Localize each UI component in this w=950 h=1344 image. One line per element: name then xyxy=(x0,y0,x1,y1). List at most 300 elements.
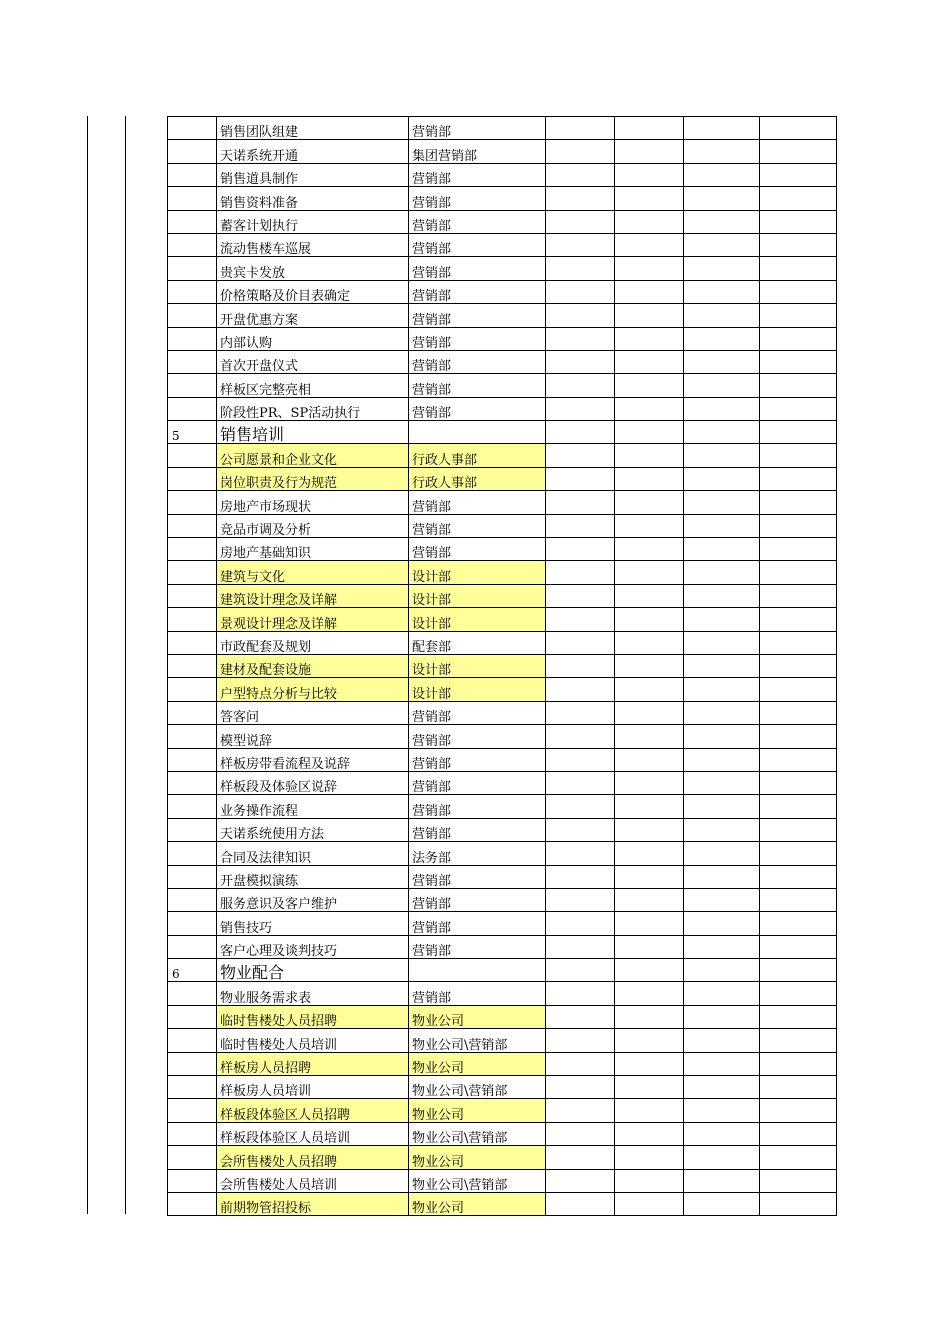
empty-cell[interactable] xyxy=(684,678,760,701)
empty-cell[interactable] xyxy=(684,210,760,233)
department-cell[interactable]: 物业公司 xyxy=(409,1005,546,1028)
department-cell[interactable]: 营销部 xyxy=(409,280,546,303)
empty-cell[interactable] xyxy=(615,233,684,256)
task-item-cell[interactable]: 销售道具制作 xyxy=(217,163,409,186)
task-item-cell[interactable]: 临时售楼处人员招聘 xyxy=(217,1005,409,1028)
task-item-cell[interactable]: 建筑与文化 xyxy=(217,561,409,584)
task-item-cell[interactable]: 建材及配套设施 xyxy=(217,654,409,677)
empty-cell[interactable] xyxy=(684,350,760,373)
empty-cell[interactable] xyxy=(546,117,615,140)
department-cell[interactable]: 物业公司\营销部 xyxy=(409,1169,546,1192)
department-cell[interactable]: 营销部 xyxy=(409,233,546,256)
task-item-cell[interactable]: 样板房人员招聘 xyxy=(217,1052,409,1075)
empty-cell[interactable] xyxy=(615,538,684,561)
empty-cell[interactable] xyxy=(684,654,760,677)
empty-cell[interactable] xyxy=(684,467,760,490)
department-cell[interactable]: 行政人事部 xyxy=(409,467,546,490)
empty-cell[interactable] xyxy=(615,1122,684,1145)
empty-cell[interactable] xyxy=(615,444,684,467)
task-item-cell[interactable]: 物业服务需求表 xyxy=(217,982,409,1005)
empty-cell[interactable] xyxy=(615,187,684,210)
empty-cell[interactable] xyxy=(684,959,760,982)
task-item-cell[interactable]: 建筑设计理念及详解 xyxy=(217,584,409,607)
empty-cell[interactable] xyxy=(684,397,760,420)
empty-cell[interactable] xyxy=(546,491,615,514)
department-cell[interactable]: 营销部 xyxy=(409,397,546,420)
row-number-cell[interactable] xyxy=(168,467,217,490)
department-cell[interactable]: 营销部 xyxy=(409,748,546,771)
empty-cell[interactable] xyxy=(760,210,837,233)
task-item-cell[interactable]: 房地产市场现状 xyxy=(217,491,409,514)
empty-cell[interactable] xyxy=(684,608,760,631)
empty-cell[interactable] xyxy=(615,678,684,701)
row-number-cell[interactable] xyxy=(168,912,217,935)
empty-cell[interactable] xyxy=(760,631,837,654)
task-item-cell[interactable]: 销售团队组建 xyxy=(217,117,409,140)
task-item-cell[interactable]: 会所售楼处人员招聘 xyxy=(217,1146,409,1169)
department-cell[interactable]: 营销部 xyxy=(409,304,546,327)
task-item-cell[interactable]: 样板区完整亮相 xyxy=(217,374,409,397)
empty-cell[interactable] xyxy=(546,187,615,210)
empty-cell[interactable] xyxy=(760,163,837,186)
empty-cell[interactable] xyxy=(615,117,684,140)
department-cell[interactable]: 营销部 xyxy=(409,187,546,210)
empty-cell[interactable] xyxy=(684,327,760,350)
row-number-cell[interactable] xyxy=(168,1076,217,1099)
row-number-cell[interactable] xyxy=(168,233,217,256)
empty-cell[interactable] xyxy=(546,1052,615,1075)
empty-cell[interactable] xyxy=(615,1029,684,1052)
empty-cell[interactable] xyxy=(760,117,837,140)
row-number-cell[interactable] xyxy=(168,117,217,140)
empty-cell[interactable] xyxy=(546,374,615,397)
department-cell[interactable]: 营销部 xyxy=(409,491,546,514)
empty-cell[interactable] xyxy=(684,1192,760,1215)
task-item-cell[interactable]: 天诺系统开通 xyxy=(217,140,409,163)
row-number-cell[interactable] xyxy=(168,163,217,186)
empty-cell[interactable] xyxy=(546,818,615,841)
row-number-cell[interactable] xyxy=(168,397,217,420)
task-item-cell[interactable]: 公司愿景和企业文化 xyxy=(217,444,409,467)
empty-cell[interactable] xyxy=(684,771,760,794)
empty-cell[interactable] xyxy=(615,1052,684,1075)
empty-cell[interactable] xyxy=(684,1029,760,1052)
empty-cell[interactable] xyxy=(546,771,615,794)
empty-cell[interactable] xyxy=(546,959,615,982)
empty-cell[interactable] xyxy=(760,350,837,373)
row-number-cell[interactable] xyxy=(168,888,217,911)
department-cell[interactable]: 营销部 xyxy=(409,210,546,233)
empty-cell[interactable] xyxy=(760,514,837,537)
row-number-cell[interactable] xyxy=(168,1122,217,1145)
empty-cell[interactable] xyxy=(684,842,760,865)
row-number-cell[interactable] xyxy=(168,1192,217,1215)
empty-cell[interactable] xyxy=(546,865,615,888)
empty-cell[interactable] xyxy=(615,631,684,654)
task-item-cell[interactable]: 样板房人员培训 xyxy=(217,1076,409,1099)
department-cell[interactable]: 物业公司 xyxy=(409,1099,546,1122)
empty-cell[interactable] xyxy=(615,1192,684,1215)
task-item-cell[interactable]: 样板段体验区人员招聘 xyxy=(217,1099,409,1122)
empty-cell[interactable] xyxy=(546,678,615,701)
department-cell[interactable]: 物业公司\营销部 xyxy=(409,1029,546,1052)
row-number-cell[interactable]: 6 xyxy=(168,959,217,982)
row-number-cell[interactable] xyxy=(168,818,217,841)
empty-cell[interactable] xyxy=(615,421,684,444)
empty-cell[interactable] xyxy=(760,912,837,935)
department-cell[interactable]: 营销部 xyxy=(409,982,546,1005)
empty-cell[interactable] xyxy=(760,374,837,397)
department-cell[interactable]: 营销部 xyxy=(409,327,546,350)
empty-cell[interactable] xyxy=(684,421,760,444)
department-cell[interactable]: 营销部 xyxy=(409,865,546,888)
task-item-cell[interactable]: 样板房带看流程及说辞 xyxy=(217,748,409,771)
empty-cell[interactable] xyxy=(684,374,760,397)
department-cell[interactable]: 营销部 xyxy=(409,771,546,794)
empty-cell[interactable] xyxy=(546,1146,615,1169)
empty-cell[interactable] xyxy=(760,725,837,748)
empty-cell[interactable] xyxy=(546,1122,615,1145)
empty-cell[interactable] xyxy=(546,912,615,935)
empty-cell[interactable] xyxy=(760,865,837,888)
empty-cell[interactable] xyxy=(684,561,760,584)
empty-cell[interactable] xyxy=(760,959,837,982)
empty-cell[interactable] xyxy=(684,280,760,303)
empty-cell[interactable] xyxy=(760,327,837,350)
section-title-cell[interactable]: 物业配合 xyxy=(217,959,409,982)
empty-cell[interactable] xyxy=(684,257,760,280)
row-number-cell[interactable] xyxy=(168,1099,217,1122)
row-number-cell[interactable] xyxy=(168,725,217,748)
task-item-cell[interactable]: 临时售楼处人员培训 xyxy=(217,1029,409,1052)
empty-cell[interactable] xyxy=(546,795,615,818)
empty-cell[interactable] xyxy=(546,748,615,771)
empty-cell[interactable] xyxy=(760,1122,837,1145)
department-cell[interactable]: 集团营销部 xyxy=(409,140,546,163)
empty-cell[interactable] xyxy=(546,467,615,490)
empty-cell[interactable] xyxy=(615,1099,684,1122)
row-number-cell[interactable] xyxy=(168,350,217,373)
row-number-cell[interactable] xyxy=(168,1029,217,1052)
empty-cell[interactable] xyxy=(760,935,837,958)
empty-cell[interactable] xyxy=(760,608,837,631)
empty-cell[interactable] xyxy=(546,631,615,654)
department-cell[interactable]: 设计部 xyxy=(409,608,546,631)
task-item-cell[interactable]: 合同及法律知识 xyxy=(217,842,409,865)
empty-cell[interactable] xyxy=(615,959,684,982)
task-item-cell[interactable]: 景观设计理念及详解 xyxy=(217,608,409,631)
empty-cell[interactable] xyxy=(615,1076,684,1099)
empty-cell[interactable] xyxy=(615,374,684,397)
empty-cell[interactable] xyxy=(760,304,837,327)
empty-cell[interactable] xyxy=(615,912,684,935)
row-number-cell[interactable] xyxy=(168,327,217,350)
task-item-cell[interactable]: 流动售楼车巡展 xyxy=(217,233,409,256)
task-item-cell[interactable]: 价格策略及价目表确定 xyxy=(217,280,409,303)
empty-cell[interactable] xyxy=(760,818,837,841)
empty-cell[interactable] xyxy=(546,538,615,561)
empty-cell[interactable] xyxy=(760,701,837,724)
empty-cell[interactable] xyxy=(546,257,615,280)
empty-cell[interactable] xyxy=(684,1052,760,1075)
empty-cell[interactable] xyxy=(684,865,760,888)
row-number-cell[interactable] xyxy=(168,280,217,303)
task-item-cell[interactable]: 开盘优惠方案 xyxy=(217,304,409,327)
task-item-cell[interactable]: 市政配套及规划 xyxy=(217,631,409,654)
department-cell[interactable]: 配套部 xyxy=(409,631,546,654)
empty-cell[interactable] xyxy=(615,842,684,865)
empty-cell[interactable] xyxy=(684,514,760,537)
department-cell[interactable] xyxy=(409,421,546,444)
empty-cell[interactable] xyxy=(546,327,615,350)
department-cell[interactable]: 营销部 xyxy=(409,701,546,724)
empty-cell[interactable] xyxy=(684,631,760,654)
empty-cell[interactable] xyxy=(684,888,760,911)
empty-cell[interactable] xyxy=(546,163,615,186)
row-number-cell[interactable] xyxy=(168,1146,217,1169)
task-item-cell[interactable]: 内部认购 xyxy=(217,327,409,350)
department-cell[interactable]: 营销部 xyxy=(409,374,546,397)
row-number-cell[interactable] xyxy=(168,514,217,537)
empty-cell[interactable] xyxy=(684,725,760,748)
empty-cell[interactable] xyxy=(546,280,615,303)
empty-cell[interactable] xyxy=(760,397,837,420)
task-item-cell[interactable]: 户型特点分析与比较 xyxy=(217,678,409,701)
empty-cell[interactable] xyxy=(684,912,760,935)
task-item-cell[interactable]: 天诺系统使用方法 xyxy=(217,818,409,841)
empty-cell[interactable] xyxy=(546,1099,615,1122)
task-item-cell[interactable]: 销售资料准备 xyxy=(217,187,409,210)
task-item-cell[interactable]: 样板段及体验区说辞 xyxy=(217,771,409,794)
empty-cell[interactable] xyxy=(684,304,760,327)
task-item-cell[interactable]: 首次开盘仪式 xyxy=(217,350,409,373)
empty-cell[interactable] xyxy=(684,233,760,256)
empty-cell[interactable] xyxy=(760,140,837,163)
row-number-cell[interactable] xyxy=(168,538,217,561)
empty-cell[interactable] xyxy=(684,538,760,561)
empty-cell[interactable] xyxy=(760,233,837,256)
empty-cell[interactable] xyxy=(615,654,684,677)
empty-cell[interactable] xyxy=(760,491,837,514)
department-cell[interactable]: 营销部 xyxy=(409,795,546,818)
empty-cell[interactable] xyxy=(546,888,615,911)
empty-cell[interactable] xyxy=(615,818,684,841)
department-cell[interactable]: 物业公司\营销部 xyxy=(409,1122,546,1145)
department-cell[interactable]: 营销部 xyxy=(409,725,546,748)
empty-cell[interactable] xyxy=(760,748,837,771)
row-number-cell[interactable] xyxy=(168,491,217,514)
row-number-cell[interactable]: 5 xyxy=(168,421,217,444)
empty-cell[interactable] xyxy=(546,514,615,537)
empty-cell[interactable] xyxy=(615,397,684,420)
empty-cell[interactable] xyxy=(615,1169,684,1192)
empty-cell[interactable] xyxy=(546,561,615,584)
task-item-cell[interactable]: 模型说辞 xyxy=(217,725,409,748)
empty-cell[interactable] xyxy=(546,935,615,958)
empty-cell[interactable] xyxy=(615,491,684,514)
row-number-cell[interactable] xyxy=(168,842,217,865)
empty-cell[interactable] xyxy=(684,701,760,724)
empty-cell[interactable] xyxy=(684,140,760,163)
row-number-cell[interactable] xyxy=(168,187,217,210)
department-cell[interactable]: 营销部 xyxy=(409,257,546,280)
row-number-cell[interactable] xyxy=(168,1052,217,1075)
empty-cell[interactable] xyxy=(546,1029,615,1052)
department-cell[interactable]: 物业公司 xyxy=(409,1192,546,1215)
empty-cell[interactable] xyxy=(546,701,615,724)
empty-cell[interactable] xyxy=(546,1169,615,1192)
department-cell[interactable]: 营销部 xyxy=(409,117,546,140)
empty-cell[interactable] xyxy=(684,1169,760,1192)
empty-cell[interactable] xyxy=(615,514,684,537)
task-item-cell[interactable]: 前期物管招投标 xyxy=(217,1192,409,1215)
empty-cell[interactable] xyxy=(684,187,760,210)
empty-cell[interactable] xyxy=(760,1169,837,1192)
empty-cell[interactable] xyxy=(684,444,760,467)
department-cell[interactable] xyxy=(409,959,546,982)
department-cell[interactable]: 行政人事部 xyxy=(409,444,546,467)
empty-cell[interactable] xyxy=(615,935,684,958)
department-cell[interactable]: 设计部 xyxy=(409,584,546,607)
empty-cell[interactable] xyxy=(615,1146,684,1169)
empty-cell[interactable] xyxy=(760,584,837,607)
empty-cell[interactable] xyxy=(546,210,615,233)
row-number-cell[interactable] xyxy=(168,444,217,467)
empty-cell[interactable] xyxy=(615,701,684,724)
row-number-cell[interactable] xyxy=(168,1005,217,1028)
empty-cell[interactable] xyxy=(546,654,615,677)
empty-cell[interactable] xyxy=(684,163,760,186)
department-cell[interactable]: 营销部 xyxy=(409,538,546,561)
empty-cell[interactable] xyxy=(760,842,837,865)
empty-cell[interactable] xyxy=(760,467,837,490)
empty-cell[interactable] xyxy=(615,608,684,631)
empty-cell[interactable] xyxy=(546,350,615,373)
empty-cell[interactable] xyxy=(760,1192,837,1215)
empty-cell[interactable] xyxy=(684,818,760,841)
department-cell[interactable]: 营销部 xyxy=(409,350,546,373)
row-number-cell[interactable] xyxy=(168,701,217,724)
row-number-cell[interactable] xyxy=(168,140,217,163)
task-item-cell[interactable]: 客户心理及谈判技巧 xyxy=(217,935,409,958)
department-cell[interactable]: 设计部 xyxy=(409,654,546,677)
department-cell[interactable]: 营销部 xyxy=(409,935,546,958)
department-cell[interactable]: 营销部 xyxy=(409,163,546,186)
empty-cell[interactable] xyxy=(760,678,837,701)
empty-cell[interactable] xyxy=(684,1076,760,1099)
row-number-cell[interactable] xyxy=(168,374,217,397)
empty-cell[interactable] xyxy=(615,350,684,373)
empty-cell[interactable] xyxy=(546,1076,615,1099)
empty-cell[interactable] xyxy=(615,257,684,280)
empty-cell[interactable] xyxy=(760,187,837,210)
row-number-cell[interactable] xyxy=(168,608,217,631)
empty-cell[interactable] xyxy=(615,280,684,303)
empty-cell[interactable] xyxy=(615,327,684,350)
empty-cell[interactable] xyxy=(615,748,684,771)
department-cell[interactable]: 营销部 xyxy=(409,818,546,841)
empty-cell[interactable] xyxy=(615,163,684,186)
department-cell[interactable]: 物业公司\营销部 xyxy=(409,1076,546,1099)
row-number-cell[interactable] xyxy=(168,584,217,607)
empty-cell[interactable] xyxy=(684,1146,760,1169)
task-item-cell[interactable]: 蓄客计划执行 xyxy=(217,210,409,233)
empty-cell[interactable] xyxy=(615,584,684,607)
empty-cell[interactable] xyxy=(760,561,837,584)
empty-cell[interactable] xyxy=(615,725,684,748)
empty-cell[interactable] xyxy=(760,1076,837,1099)
empty-cell[interactable] xyxy=(684,795,760,818)
empty-cell[interactable] xyxy=(760,771,837,794)
empty-cell[interactable] xyxy=(546,233,615,256)
row-number-cell[interactable] xyxy=(168,982,217,1005)
empty-cell[interactable] xyxy=(615,1005,684,1028)
empty-cell[interactable] xyxy=(684,748,760,771)
empty-cell[interactable] xyxy=(684,1122,760,1145)
empty-cell[interactable] xyxy=(546,584,615,607)
task-item-cell[interactable]: 岗位职责及行为规范 xyxy=(217,467,409,490)
task-item-cell[interactable]: 会所售楼处人员培训 xyxy=(217,1169,409,1192)
empty-cell[interactable] xyxy=(760,444,837,467)
department-cell[interactable]: 营销部 xyxy=(409,888,546,911)
empty-cell[interactable] xyxy=(615,982,684,1005)
empty-cell[interactable] xyxy=(760,1146,837,1169)
row-number-cell[interactable] xyxy=(168,865,217,888)
department-cell[interactable]: 营销部 xyxy=(409,514,546,537)
section-title-cell[interactable]: 销售培训 xyxy=(217,421,409,444)
task-item-cell[interactable]: 阶段性PR、SP活动执行 xyxy=(217,397,409,420)
empty-cell[interactable] xyxy=(760,538,837,561)
empty-cell[interactable] xyxy=(760,280,837,303)
row-number-cell[interactable] xyxy=(168,304,217,327)
row-number-cell[interactable] xyxy=(168,748,217,771)
row-number-cell[interactable] xyxy=(168,795,217,818)
task-item-cell[interactable]: 贵宾卡发放 xyxy=(217,257,409,280)
empty-cell[interactable] xyxy=(615,467,684,490)
empty-cell[interactable] xyxy=(546,397,615,420)
empty-cell[interactable] xyxy=(760,1052,837,1075)
task-item-cell[interactable]: 样板段体验区人员培训 xyxy=(217,1122,409,1145)
empty-cell[interactable] xyxy=(760,1005,837,1028)
empty-cell[interactable] xyxy=(546,842,615,865)
empty-cell[interactable] xyxy=(546,1005,615,1028)
empty-cell[interactable] xyxy=(760,888,837,911)
empty-cell[interactable] xyxy=(615,304,684,327)
empty-cell[interactable] xyxy=(546,421,615,444)
empty-cell[interactable] xyxy=(546,725,615,748)
row-number-cell[interactable] xyxy=(168,1169,217,1192)
empty-cell[interactable] xyxy=(546,140,615,163)
empty-cell[interactable] xyxy=(760,421,837,444)
task-item-cell[interactable]: 销售技巧 xyxy=(217,912,409,935)
empty-cell[interactable] xyxy=(760,1099,837,1122)
empty-cell[interactable] xyxy=(615,865,684,888)
empty-cell[interactable] xyxy=(546,304,615,327)
empty-cell[interactable] xyxy=(684,1099,760,1122)
empty-cell[interactable] xyxy=(684,584,760,607)
task-item-cell[interactable]: 业务操作流程 xyxy=(217,795,409,818)
department-cell[interactable]: 法务部 xyxy=(409,842,546,865)
task-item-cell[interactable]: 答客问 xyxy=(217,701,409,724)
department-cell[interactable]: 物业公司 xyxy=(409,1052,546,1075)
empty-cell[interactable] xyxy=(546,608,615,631)
row-number-cell[interactable] xyxy=(168,257,217,280)
empty-cell[interactable] xyxy=(615,210,684,233)
task-item-cell[interactable]: 竞品市调及分析 xyxy=(217,514,409,537)
task-item-cell[interactable]: 服务意识及客户维护 xyxy=(217,888,409,911)
department-cell[interactable]: 设计部 xyxy=(409,561,546,584)
department-cell[interactable]: 物业公司 xyxy=(409,1146,546,1169)
